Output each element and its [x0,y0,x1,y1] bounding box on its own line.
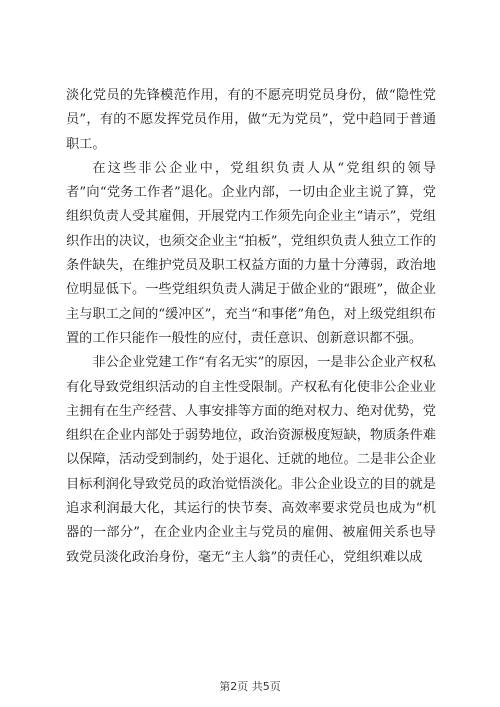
document-body [66,84,436,570]
paragraph-3: 非公企业党建工作“有名无实”的原因，一是非公企业产权私有化导致党组织活动的自主性受限制。产权私有化使非公企业业主拥有在生产经营、人事安排等方面的绝对权力、绝对优势，党组织在企业内部处于弱势地位，政治资源极度短缺，物质条件难以保障，活动受到制约，处于退化、迁就的地位。二是非公企业目标利润化导致党员的政治觉悟淡化。非公企业设立的目的就是追求利润最大化，其运行的快节奏、高效率要求党员也成为“机器的一部分”，在企业内企业主与党员的雇佣、被雇佣关系也导致党员淡化政治身份，毫无“主人翁”的责任心，党组织难以成 [66,355,436,565]
paragraph-1: 淡化党员的先锋模范作用，有的不愿亮明党员身份，做“隐性党员”，有的不愿发挥党员作用，做“无为党员”，党中趋同于普通职工。 [66,88,436,152]
page-number-footer: 第2页 共5页 [219,680,281,693]
paragraph-2: 在这些非公企业中，党组织负责人从“党组织的领导者”向“党务工作者”退化。企业内部，一切由企业主说了算，党组织负责人受其雇佣，开展党内工作须先向企业主“请示”，党组织作出的决议，也须交企业主“拍板”，党组织负责人独立工作的条件缺失，在维护党员及职工权益方面的力量十分薄弱，政治地位明显低下。一些党组织负责人满足于做企业的“跟班”，做企业主与职工之间的“缓冲区”，充当“和事佬”角色，对上级党组织布置的工作只能作一般性的应付，责任意识、创新意识都不强。 [66,160,436,346]
